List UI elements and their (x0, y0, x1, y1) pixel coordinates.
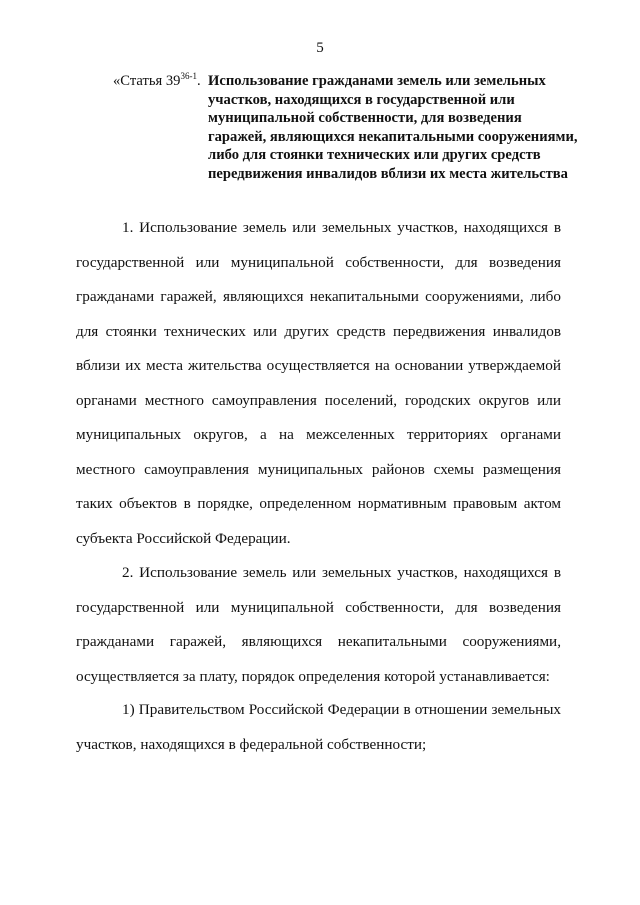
article-prefix-text: «Статья 39 (113, 73, 181, 89)
article-heading (113, 72, 583, 183)
article-prefix-dot: . (196, 73, 201, 89)
paragraph-1: 1. Использование земель или земельных участков, находящихся в государственной или муниципальной собственности, для возведения гражданами гаражей, являющихся некапитальными сооружениями, либо для стоянки технических или других средств передвижения инвалидов вблизи их места жительства осуществляется на основании утверждаемой органами местного самоуправления поселений, городских округов или муниципальных округов, а на межселенных территориях органами местного самоуправления муниципальных районов схемы размещения таких объектов в порядке, определенном нормативным правовым актом субъекта Российской Федерации. (76, 219, 561, 547)
paragraph-subitem-1: 1) Правительством Российской Федерации в отношении земельных участков, находящихся в федеральной собственности; (76, 701, 561, 753)
article-number (113, 72, 201, 91)
page-number: 5 (316, 40, 324, 56)
article-number-superscript: 36-1 (180, 71, 197, 81)
article-title: Использование гражданами земель или земельных участков, находящихся в государственной или муниципальной собственности, для возведения гаражей, являющихся некапитальными сооружениями, либо для стоянки технических или других средств передвижения инвалидов вблизи их места жительства (208, 73, 578, 182)
paragraph-2: 2. Использование земель или земельных участков, находящихся в государственной или муниципальной собственности, для возведения гражданами гаражей, являющихся некапитальными сооружениями, осуществляется за плату, порядок определения которой устанавливается: (76, 564, 561, 685)
